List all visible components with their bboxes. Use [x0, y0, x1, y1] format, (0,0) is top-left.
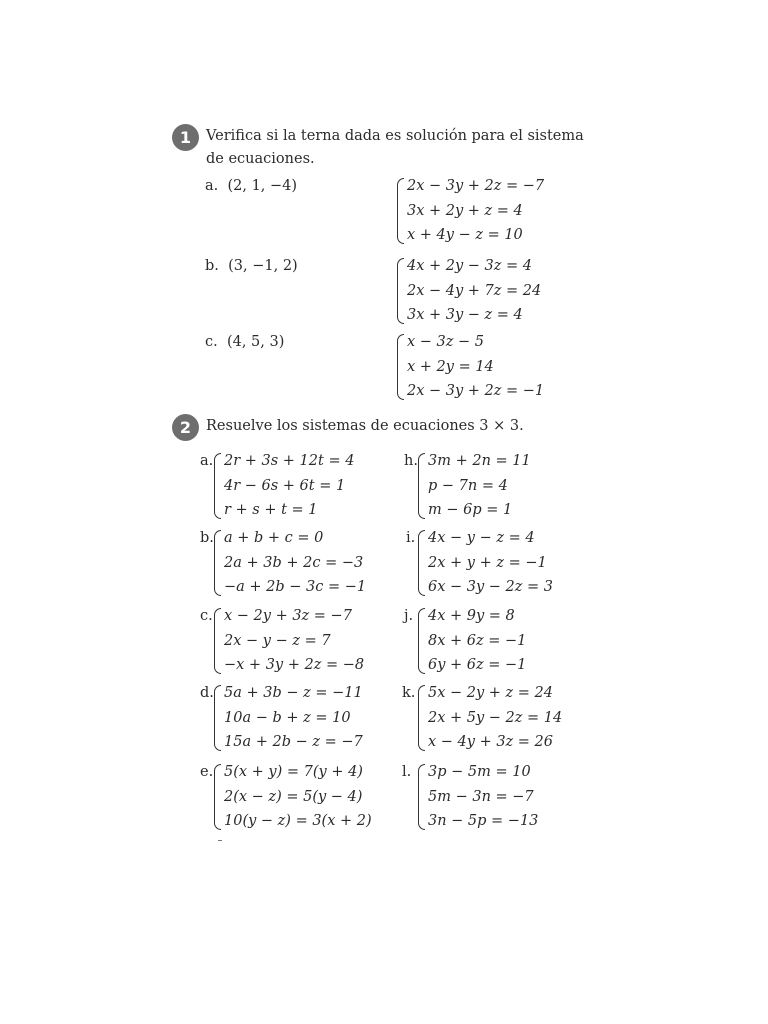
equation: 10a − b + z = 10 — [224, 709, 351, 726]
item-label: a. — [205, 178, 219, 194]
equation: −a + 2b − 3c = −1 — [224, 579, 367, 595]
exercise-2-item-h-label: h. — [404, 453, 418, 469]
exercise-1-item-c — [205, 330, 284, 354]
equation: 2a + 3b + 2c = −3 — [224, 554, 364, 571]
brace — [397, 334, 404, 400]
exercise-2-item-d-label: d. — [200, 685, 214, 701]
exercise-2-system-j — [418, 604, 526, 678]
equation: x + 4y − z = 10 — [407, 227, 523, 243]
equation: 5(x + y) = 7(y + 4) — [224, 764, 363, 780]
exercise-2-system-h — [418, 449, 531, 523]
exercise-2-header — [172, 414, 524, 441]
equation: 2x + y + z = −1 — [428, 554, 547, 571]
brace — [214, 453, 221, 519]
equation: 3p − 5m = 10 — [428, 764, 531, 780]
exercise-2-item-a-label: a. — [200, 453, 214, 469]
equation: 8x + 6z = −1 — [428, 632, 527, 649]
exercise-1-instruction: Verifica si la terna dada es solución para el sistema de ecuaciones. — [206, 128, 584, 167]
exercise-2-item-j-label: j. — [404, 608, 414, 624]
equation: r + s + t = 1 — [224, 502, 318, 518]
equation: 3x + 2y + z = 4 — [407, 202, 523, 219]
exercise-2-system-d — [214, 681, 363, 755]
brace — [418, 453, 425, 519]
brace — [214, 530, 221, 596]
exercise-2-system-k — [418, 681, 562, 755]
exercise-2-system-a — [214, 449, 354, 523]
exercise-1-system-c — [397, 330, 544, 404]
brace — [418, 608, 425, 674]
exercise-1-header — [172, 124, 586, 171]
equation: 2x − y − z = 7 — [224, 632, 331, 649]
exercise-2-item-e-label: e. — [200, 764, 214, 780]
brace — [397, 258, 404, 324]
brace — [418, 530, 425, 596]
equation: 5m − 3n = −7 — [428, 788, 534, 805]
exercise-2-instruction: Resuelve los sistemas de ecuaciones 3 × 3. — [206, 418, 524, 434]
exercise-2-item-i-label: i. — [406, 530, 416, 546]
equation: 3n − 5p = −13 — [428, 813, 539, 829]
brace — [418, 685, 425, 751]
exercise-1-item-b — [205, 254, 298, 278]
exercise-2-system-e — [214, 760, 372, 834]
equation: x − 4y + 3z = 26 — [428, 734, 554, 750]
brace — [214, 608, 221, 674]
brace — [397, 178, 404, 244]
exercise-2-system-l — [418, 760, 538, 834]
equation: x + 2y = 14 — [407, 358, 494, 375]
item-triple: (3, −1, 2) — [228, 258, 298, 274]
equation: 10(y − z) = 3(x + 2) — [224, 813, 372, 829]
equation: 2x + 5y − 2z = 14 — [428, 709, 563, 726]
equation: −x + 3y + 2z = −8 — [224, 657, 365, 673]
item-triple: (2, 1, −4) — [227, 178, 298, 194]
exercise-2-system-c — [214, 604, 364, 678]
exercise-1-system-b — [397, 254, 541, 328]
equation: 4r − 6s + 6t = 1 — [224, 477, 346, 494]
equation: 6y + 6z = −1 — [428, 657, 527, 673]
exercise-2-item-b-label: b. — [200, 530, 214, 546]
brace — [214, 685, 221, 751]
equation: 4x − y − z = 4 — [428, 530, 535, 546]
exercise-2-system-i — [418, 526, 553, 600]
item-label: c. — [205, 334, 218, 350]
equation: m − 6p = 1 — [428, 502, 513, 518]
equation: 4x + 2y − 3z = 4 — [407, 258, 533, 274]
equation: x − 3z − 5 — [407, 334, 485, 350]
equation: 2(x − z) = 5(y − 4) — [224, 788, 363, 805]
equation: 15a + 2b − z = −7 — [224, 734, 363, 750]
equation: 6x − 3y − 2z = 3 — [428, 579, 554, 595]
equation: 2x − 3y + 2z = −7 — [407, 178, 545, 194]
stray-mark — [218, 840, 222, 841]
exercise-1-number-badge: 1 — [172, 124, 199, 151]
equation: 2x − 4y + 7z = 24 — [407, 282, 542, 299]
exercise-2-item-c-label: c. — [200, 608, 213, 624]
equation: 4x + 9y = 8 — [428, 608, 515, 624]
equation: p − 7n = 4 — [428, 477, 508, 494]
equation: x − 2y + 3z = −7 — [224, 608, 352, 624]
exercise-2-item-k-label: k. — [402, 685, 416, 701]
exercise-2-item-l-label: l. — [402, 764, 412, 780]
exercise-1-item-a — [205, 174, 297, 198]
equation: 2r + 3s + 12t = 4 — [224, 453, 355, 469]
brace — [418, 764, 425, 830]
exercise-1-system-a — [397, 174, 544, 248]
exercise-2-system-b — [214, 526, 366, 600]
item-label: b. — [205, 258, 219, 274]
equation: 5x − 2y + z = 24 — [428, 685, 554, 701]
equation: a + b + c = 0 — [224, 530, 324, 546]
brace — [214, 764, 221, 830]
equation: 3m + 2n = 11 — [428, 453, 531, 469]
equation: 3x + 3y − z = 4 — [407, 307, 523, 323]
item-triple: (4, 5, 3) — [226, 334, 285, 350]
equation: 5a + 3b − z = −11 — [224, 685, 363, 701]
equation: 2x − 3y + 2z = −1 — [407, 383, 545, 399]
exercise-2-number-badge: 2 — [172, 414, 199, 441]
